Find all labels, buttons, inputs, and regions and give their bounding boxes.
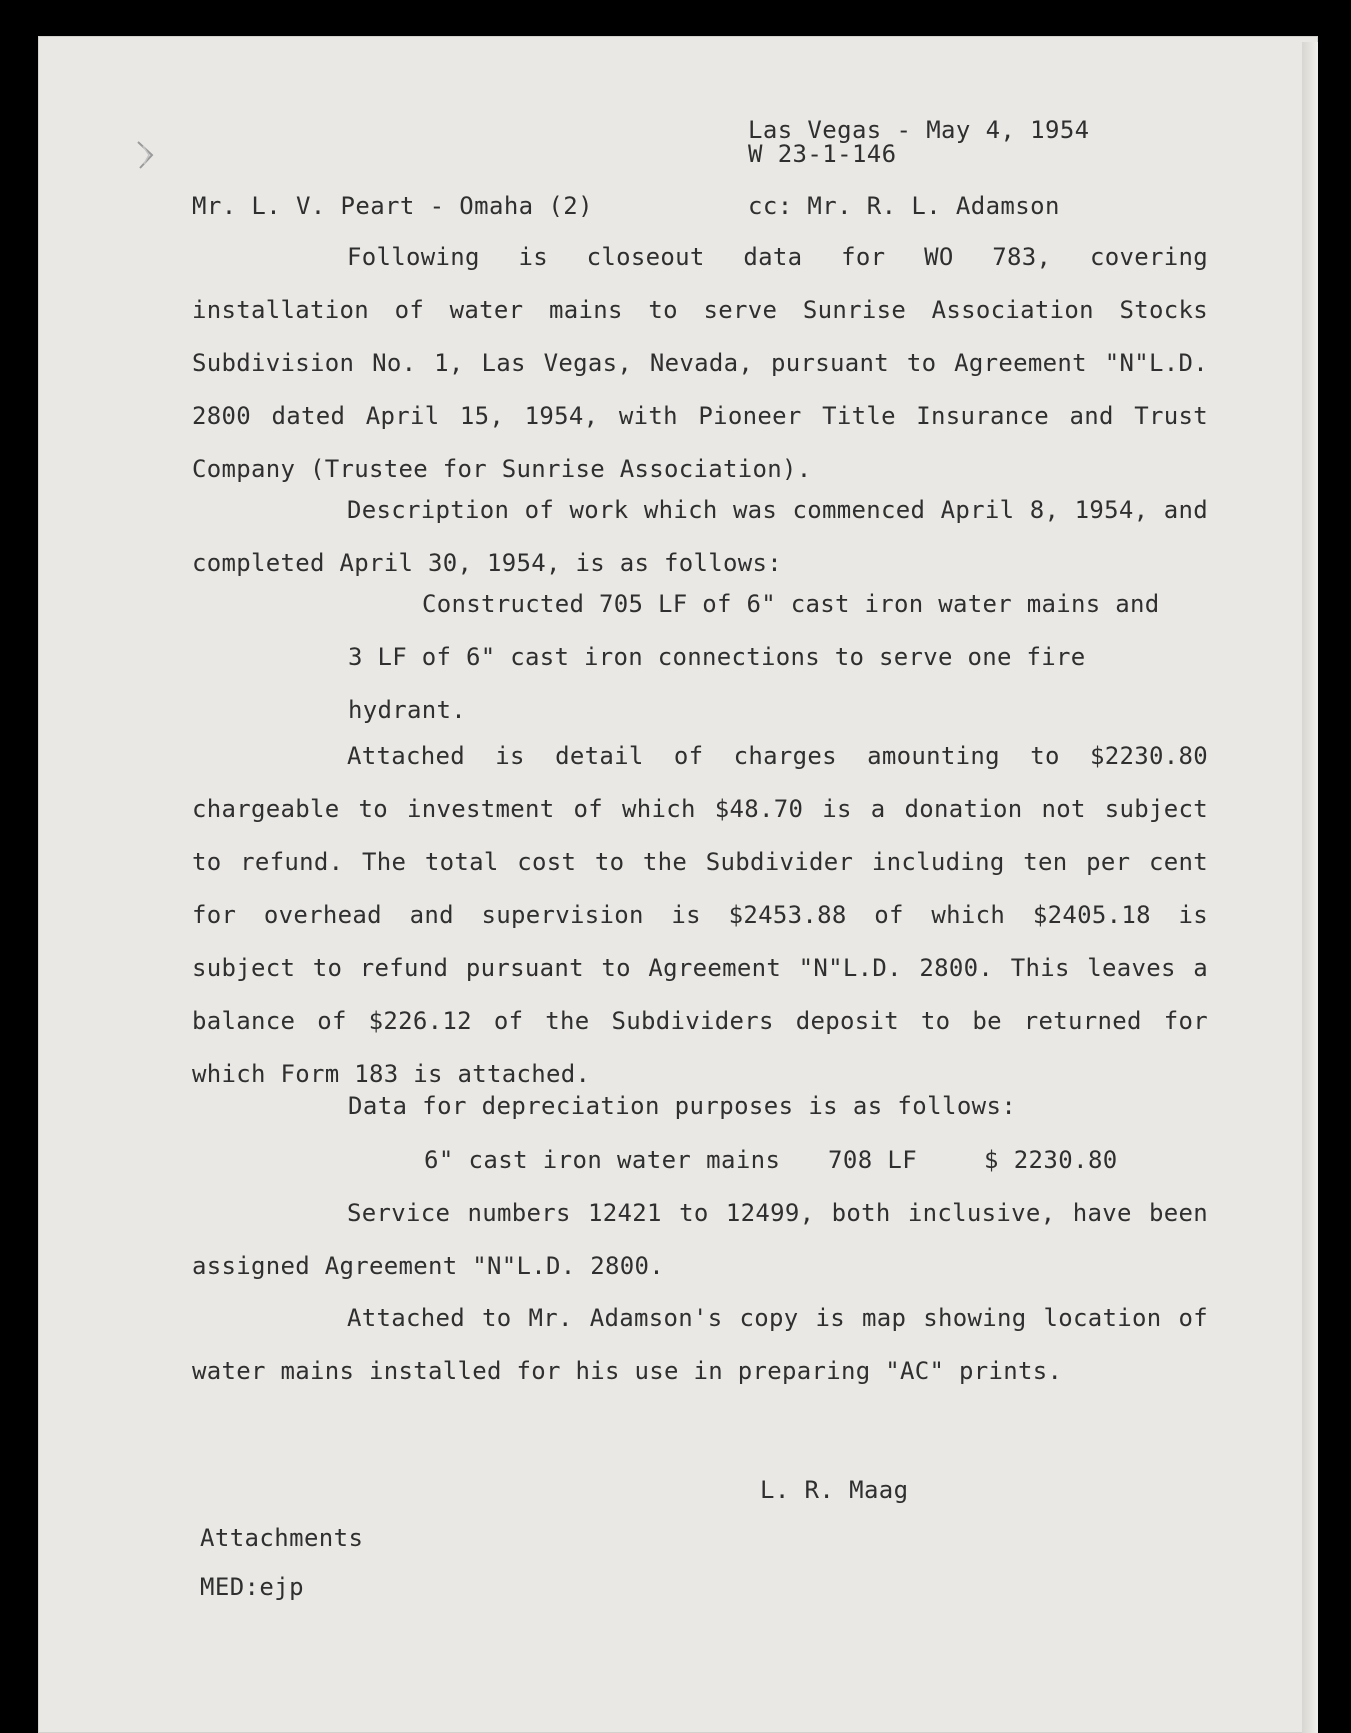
- signature-name: L. R. Maag: [760, 1476, 909, 1504]
- typist-initials: MED:ejp: [200, 1573, 304, 1601]
- paragraph-charges: Attached is detail of charges amounting to $2230.80 chargeable to investment of which $48.70 is a donation not subject to refund. The total cost to the Subdivider including ten per cent for overhead and supervision is $2453.88 of which $2405.18 is subject to refund pursuant to Agreement "N"L.D. 2800. This leaves a balance of $226.12 of the Subdividers deposit to be returned for which Form 183 is attached.: [192, 742, 1208, 1088]
- paragraph-service-numbers: Service numbers 12421 to 12499, both inclusive, have been assigned Agreement "N"L.D. 2800.: [192, 1199, 1208, 1280]
- place-date: Las Vegas - May 4, 1954: [748, 116, 1090, 144]
- paragraph-description: Description of work which was commenced April 8, 1954, and completed April 30, 1954, is as follows:: [192, 496, 1208, 577]
- cc-line: cc: Mr. R. L. Adamson: [748, 192, 1060, 220]
- file-number: W 23-1-146: [748, 140, 897, 168]
- page-edge: [1302, 42, 1318, 1733]
- depreciation-item: 6" cast iron water mains: [424, 1146, 781, 1174]
- paragraph-map: Attached to Mr. Adamson's copy is map showing location of water mains installed for his use in preparing "AC" prints.: [192, 1304, 1208, 1385]
- work-description: Constructed 705 LF of 6" cast iron water mains and 3 LF of 6" cast iron connections to serve one fire hydrant.: [348, 590, 1160, 724]
- depreciation-amount: $ 2230.80: [984, 1146, 1118, 1174]
- depreciation-quantity: 708 LF: [828, 1146, 918, 1174]
- margin-mark-icon: [134, 140, 156, 170]
- paragraph-closeout: Following is closeout data for WO 783, covering installation of water mains to serve Sunrise Association Stocks Subdivision No. 1, Las Vegas, Nevada, pursuant to Agreement "N"L.D. 2800 dated April 15, 1954, with Pioneer Title Insurance and Trust Company (Trustee for Sunrise Association).: [192, 243, 1208, 483]
- depreciation-heading: Data for depreciation purposes is as follows:: [348, 1092, 1017, 1120]
- addressee: Mr. L. V. Peart - Omaha (2): [192, 192, 593, 220]
- attachments-label: Attachments: [200, 1524, 364, 1552]
